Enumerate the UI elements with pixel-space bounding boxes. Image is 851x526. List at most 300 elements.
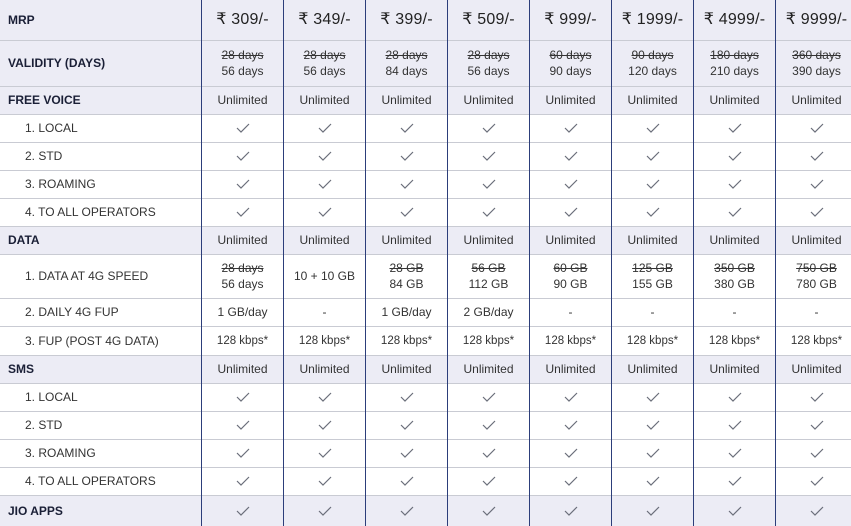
table-cell — [284, 86, 365, 114]
table-cell — [612, 0, 693, 40]
table-cell — [694, 355, 775, 383]
current-value: Unlimited — [299, 93, 350, 107]
checkmark-icon — [646, 392, 660, 402]
current-value: 56 days — [303, 64, 346, 78]
checkmark-icon — [318, 151, 332, 161]
row-divider — [0, 355, 851, 356]
table-cell — [612, 495, 693, 526]
table-cell — [694, 226, 775, 254]
checkmark-icon — [728, 179, 742, 189]
checkmark-icon — [236, 123, 250, 133]
checkmark-icon — [482, 207, 496, 217]
row-divider — [0, 198, 851, 199]
table-cell — [612, 467, 693, 495]
table-cell — [366, 114, 447, 142]
checkmark-icon — [318, 420, 332, 430]
current-value: Unlimited — [791, 362, 842, 376]
current-value: 780 GB — [796, 277, 837, 291]
current-value: - — [568, 305, 573, 319]
row-label-2-daily-4g-fup: 2. DAILY 4G FUP — [25, 305, 119, 319]
plan-price: ₹ 309/- — [216, 11, 269, 28]
table-cell — [202, 355, 283, 383]
plan-price: ₹ 1999/- — [621, 11, 684, 28]
table-cell — [776, 298, 851, 326]
previous-value: 28 days — [467, 48, 510, 62]
table-cell — [284, 198, 365, 226]
table-cell — [612, 326, 693, 355]
table-cell — [612, 411, 693, 439]
current-value: Unlimited — [299, 233, 350, 247]
checkmark-icon — [564, 179, 578, 189]
current-value: 120 days — [628, 64, 677, 78]
row-label-free-voice: FREE VOICE — [8, 93, 81, 107]
checkmark-icon — [564, 123, 578, 133]
current-value: 390 days — [792, 64, 841, 78]
table-cell — [284, 226, 365, 254]
checkmark-icon — [400, 179, 414, 189]
current-value: Unlimited — [791, 233, 842, 247]
table-cell — [284, 467, 365, 495]
table-cell — [202, 114, 283, 142]
table-cell — [530, 355, 611, 383]
table-cell — [776, 326, 851, 355]
current-value: 128 kbps* — [462, 334, 515, 347]
table-cell — [694, 411, 775, 439]
checkmark-icon — [646, 151, 660, 161]
table-cell — [284, 411, 365, 439]
previous-value: 180 days — [710, 48, 759, 62]
checkmark-icon — [810, 420, 824, 430]
checkmark-icon — [646, 448, 660, 458]
current-value: 128 kbps* — [544, 334, 597, 347]
row-label-1-data-at-4g-speed: 1. DATA AT 4G SPEED — [25, 269, 149, 283]
table-cell — [202, 383, 283, 411]
checkmark-icon — [400, 420, 414, 430]
plan-price: ₹ 349/- — [298, 11, 351, 28]
table-cell — [612, 142, 693, 170]
row-divider — [0, 439, 851, 440]
current-value: 128 kbps* — [626, 334, 679, 347]
current-value: - — [650, 305, 655, 319]
current-value: 380 GB — [714, 277, 755, 291]
table-cell — [366, 326, 447, 355]
checkmark-icon — [236, 392, 250, 402]
current-value: 1 GB/day — [381, 305, 432, 319]
checkmark-icon — [810, 151, 824, 161]
table-cell — [202, 326, 283, 355]
row-divider — [0, 254, 851, 255]
checkmark-icon — [482, 151, 496, 161]
table-cell — [366, 439, 447, 467]
column-divider — [529, 0, 530, 526]
table-cell — [448, 170, 529, 198]
current-value: 210 days — [710, 64, 759, 78]
current-value: Unlimited — [709, 93, 760, 107]
current-value: - — [732, 305, 737, 319]
current-value: Unlimited — [463, 233, 514, 247]
row-divider — [0, 40, 851, 41]
table-cell — [366, 198, 447, 226]
table-cell — [366, 86, 447, 114]
checkmark-icon — [318, 392, 332, 402]
row-divider — [0, 298, 851, 299]
checkmark-icon — [646, 179, 660, 189]
table-cell — [694, 0, 775, 40]
table-cell — [202, 298, 283, 326]
checkmark-icon — [400, 448, 414, 458]
checkmark-icon — [564, 151, 578, 161]
checkmark-icon — [728, 207, 742, 217]
checkmark-icon — [236, 476, 250, 486]
checkmark-icon — [564, 420, 578, 430]
table-cell — [694, 254, 775, 298]
current-value: 90 GB — [553, 277, 588, 291]
table-cell — [776, 142, 851, 170]
checkmark-icon — [236, 151, 250, 161]
previous-value: 28 days — [385, 48, 428, 62]
current-value: 128 kbps* — [216, 334, 269, 347]
row-divider — [0, 495, 851, 496]
checkmark-icon — [482, 392, 496, 402]
current-value: Unlimited — [463, 93, 514, 107]
table-cell — [776, 86, 851, 114]
checkmark-icon — [810, 207, 824, 217]
table-cell — [202, 439, 283, 467]
column-divider — [365, 0, 366, 526]
checkmark-icon — [728, 506, 742, 516]
current-value: Unlimited — [709, 362, 760, 376]
checkmark-icon — [728, 420, 742, 430]
row-label-3-roaming: 3. ROAMING — [25, 446, 96, 460]
row-label-1-local: 1. LOCAL — [25, 121, 78, 135]
previous-value: 360 days — [792, 48, 841, 62]
row-label-1-local: 1. LOCAL — [25, 390, 78, 404]
checkmark-icon — [564, 506, 578, 516]
table-cell — [694, 383, 775, 411]
checkmark-icon — [810, 123, 824, 133]
table-cell — [448, 495, 529, 526]
table-cell — [448, 226, 529, 254]
table-cell — [530, 114, 611, 142]
table-cell — [448, 198, 529, 226]
previous-value: 60 days — [549, 48, 592, 62]
table-cell — [448, 142, 529, 170]
table-cell — [530, 86, 611, 114]
current-value: 128 kbps* — [380, 334, 433, 347]
column-divider — [775, 0, 776, 526]
table-cell — [776, 383, 851, 411]
table-cell — [366, 40, 447, 86]
checkmark-icon — [236, 179, 250, 189]
table-cell — [448, 298, 529, 326]
table-cell — [284, 170, 365, 198]
table-cell — [694, 439, 775, 467]
row-divider — [0, 226, 851, 227]
current-value: Unlimited — [217, 362, 268, 376]
table-cell — [448, 439, 529, 467]
table-cell — [202, 170, 283, 198]
row-label-validity-days: VALIDITY (DAYS) — [8, 56, 106, 70]
checkmark-icon — [318, 476, 332, 486]
table-cell — [694, 495, 775, 526]
table-cell — [284, 439, 365, 467]
checkmark-icon — [810, 448, 824, 458]
table-cell — [776, 495, 851, 526]
row-divider — [0, 114, 851, 115]
previous-value: 750 GB — [796, 261, 837, 275]
current-value: - — [322, 305, 327, 319]
table-cell — [202, 467, 283, 495]
checkmark-icon — [646, 420, 660, 430]
table-cell — [284, 254, 365, 298]
checkmark-icon — [728, 392, 742, 402]
table-cell — [448, 326, 529, 355]
row-label-sms: SMS — [8, 362, 35, 376]
plan-price: ₹ 9999/- — [785, 11, 848, 28]
row-label-3-fup-post-4g-data: 3. FUP (POST 4G DATA) — [25, 333, 159, 348]
plan-price: ₹ 509/- — [462, 11, 515, 28]
table-cell — [202, 142, 283, 170]
table-cell — [694, 467, 775, 495]
checkmark-icon — [564, 476, 578, 486]
row-label-jio-apps: JIO APPS — [8, 503, 63, 518]
row-divider — [0, 170, 851, 171]
row-label-2-std: 2. STD — [25, 418, 63, 432]
previous-value: 28 days — [221, 261, 264, 275]
column-divider — [447, 0, 448, 526]
current-value: 56 days — [221, 277, 264, 291]
table-cell — [366, 226, 447, 254]
plan-price: ₹ 399/- — [380, 11, 433, 28]
table-cell — [694, 326, 775, 355]
row-divider — [0, 467, 851, 468]
table-cell — [612, 383, 693, 411]
row-label-4-to-all-operators: 4. TO ALL OPERATORS — [25, 474, 156, 488]
table-cell — [694, 114, 775, 142]
table-cell — [612, 114, 693, 142]
table-cell — [448, 86, 529, 114]
table-cell — [612, 40, 693, 86]
checkmark-icon — [810, 179, 824, 189]
table-cell — [530, 40, 611, 86]
table-cell — [202, 411, 283, 439]
current-value: Unlimited — [627, 233, 678, 247]
current-value: Unlimited — [709, 233, 760, 247]
table-cell — [448, 383, 529, 411]
table-cell — [448, 355, 529, 383]
table-cell — [448, 114, 529, 142]
checkmark-icon — [482, 506, 496, 516]
current-value: Unlimited — [217, 233, 268, 247]
current-value: Unlimited — [627, 93, 678, 107]
table-cell — [284, 326, 365, 355]
table-cell — [530, 439, 611, 467]
checkmark-icon — [318, 123, 332, 133]
checkmark-icon — [400, 123, 414, 133]
row-divider — [0, 383, 851, 384]
checkmark-icon — [400, 392, 414, 402]
table-cell — [530, 411, 611, 439]
table-cell — [694, 40, 775, 86]
row-label-4-to-all-operators: 4. TO ALL OPERATORS — [25, 205, 156, 219]
row-divider — [0, 142, 851, 143]
checkmark-icon — [482, 448, 496, 458]
table-cell — [366, 467, 447, 495]
table-cell — [776, 170, 851, 198]
checkmark-icon — [236, 506, 250, 516]
checkmark-icon — [728, 448, 742, 458]
checkmark-icon — [482, 476, 496, 486]
row-divider — [0, 86, 851, 87]
table-cell — [694, 86, 775, 114]
current-value: 10 + 10 GB — [293, 269, 356, 283]
table-cell — [366, 254, 447, 298]
table-cell — [530, 170, 611, 198]
checkmark-icon — [646, 123, 660, 133]
table-cell — [530, 254, 611, 298]
row-label-2-std: 2. STD — [25, 149, 63, 163]
table-cell — [202, 198, 283, 226]
checkmark-icon — [646, 476, 660, 486]
column-divider — [611, 0, 612, 526]
previous-value: 125 GB — [632, 261, 673, 275]
current-value: Unlimited — [381, 362, 432, 376]
table-cell — [284, 114, 365, 142]
checkmark-icon — [728, 123, 742, 133]
current-value: Unlimited — [627, 362, 678, 376]
current-value: Unlimited — [545, 93, 596, 107]
table-cell — [202, 40, 283, 86]
previous-value: 56 GB — [471, 261, 506, 275]
current-value: Unlimited — [545, 233, 596, 247]
table-cell — [448, 254, 529, 298]
checkmark-icon — [318, 506, 332, 516]
table-cell — [530, 226, 611, 254]
table-cell — [776, 467, 851, 495]
current-value: 128 kbps* — [708, 334, 761, 347]
checkmark-icon — [810, 392, 824, 402]
current-value: 2 GB/day — [463, 305, 514, 319]
previous-value: 28 days — [303, 48, 346, 62]
table-cell — [776, 411, 851, 439]
table-cell — [366, 411, 447, 439]
table-cell — [284, 355, 365, 383]
plan-price: ₹ 999/- — [544, 11, 597, 28]
checkmark-icon — [564, 207, 578, 217]
table-cell — [202, 86, 283, 114]
current-value: 90 days — [549, 64, 592, 78]
current-value: 84 days — [385, 64, 428, 78]
row-label-mrp: MRP — [8, 13, 35, 27]
table-cell — [202, 254, 283, 298]
column-divider — [283, 0, 284, 526]
table-cell — [366, 495, 447, 526]
table-cell — [776, 439, 851, 467]
table-cell — [284, 298, 365, 326]
previous-value: 28 GB — [389, 261, 424, 275]
checkmark-icon — [482, 179, 496, 189]
checkmark-icon — [318, 448, 332, 458]
table-cell — [448, 411, 529, 439]
previous-value: 90 days — [631, 48, 674, 62]
table-cell — [530, 198, 611, 226]
table-cell — [366, 355, 447, 383]
table-cell — [612, 198, 693, 226]
current-value: Unlimited — [545, 362, 596, 376]
checkmark-icon — [810, 476, 824, 486]
current-value: Unlimited — [381, 93, 432, 107]
row-divider — [0, 411, 851, 412]
checkmark-icon — [728, 151, 742, 161]
current-value: Unlimited — [463, 362, 514, 376]
table-cell — [612, 170, 693, 198]
current-value: 1 GB/day — [217, 305, 268, 319]
table-cell — [776, 226, 851, 254]
current-value: 56 days — [467, 64, 510, 78]
table-cell — [284, 40, 365, 86]
checkmark-icon — [646, 506, 660, 516]
checkmark-icon — [728, 476, 742, 486]
table-cell — [776, 254, 851, 298]
checkmark-icon — [482, 123, 496, 133]
checkmark-icon — [482, 420, 496, 430]
previous-value: 60 GB — [553, 261, 588, 275]
table-cell — [202, 226, 283, 254]
checkmark-icon — [236, 207, 250, 217]
table-cell — [448, 40, 529, 86]
table-cell — [284, 383, 365, 411]
current-value: Unlimited — [381, 233, 432, 247]
row-label-3-roaming: 3. ROAMING — [25, 177, 96, 191]
table-cell — [366, 0, 447, 40]
table-cell — [448, 0, 529, 40]
table-cell — [448, 467, 529, 495]
table-cell — [202, 0, 283, 40]
current-value: 84 GB — [389, 277, 424, 291]
table-cell — [530, 142, 611, 170]
checkmark-icon — [236, 448, 250, 458]
table-cell — [530, 383, 611, 411]
column-divider — [693, 0, 694, 526]
plan-price: ₹ 4999/- — [703, 11, 766, 28]
table-cell — [694, 142, 775, 170]
row-label-data: DATA — [8, 233, 40, 247]
table-cell — [366, 170, 447, 198]
current-value: 155 GB — [632, 277, 673, 291]
checkmark-icon — [236, 420, 250, 430]
table-cell — [612, 439, 693, 467]
checkmark-icon — [400, 476, 414, 486]
table-cell — [694, 170, 775, 198]
table-cell — [694, 198, 775, 226]
table-cell — [530, 467, 611, 495]
column-divider — [201, 0, 202, 526]
table-cell — [284, 495, 365, 526]
current-value: 128 kbps* — [790, 334, 843, 347]
checkmark-icon — [318, 179, 332, 189]
table-cell — [776, 355, 851, 383]
current-value: 112 GB — [468, 277, 509, 291]
table-cell — [530, 0, 611, 40]
table-cell — [776, 40, 851, 86]
checkmark-icon — [564, 392, 578, 402]
table-cell — [530, 495, 611, 526]
checkmark-icon — [318, 207, 332, 217]
checkmark-icon — [400, 506, 414, 516]
checkmark-icon — [400, 151, 414, 161]
current-value: 128 kbps* — [298, 334, 351, 347]
table-cell — [694, 298, 775, 326]
